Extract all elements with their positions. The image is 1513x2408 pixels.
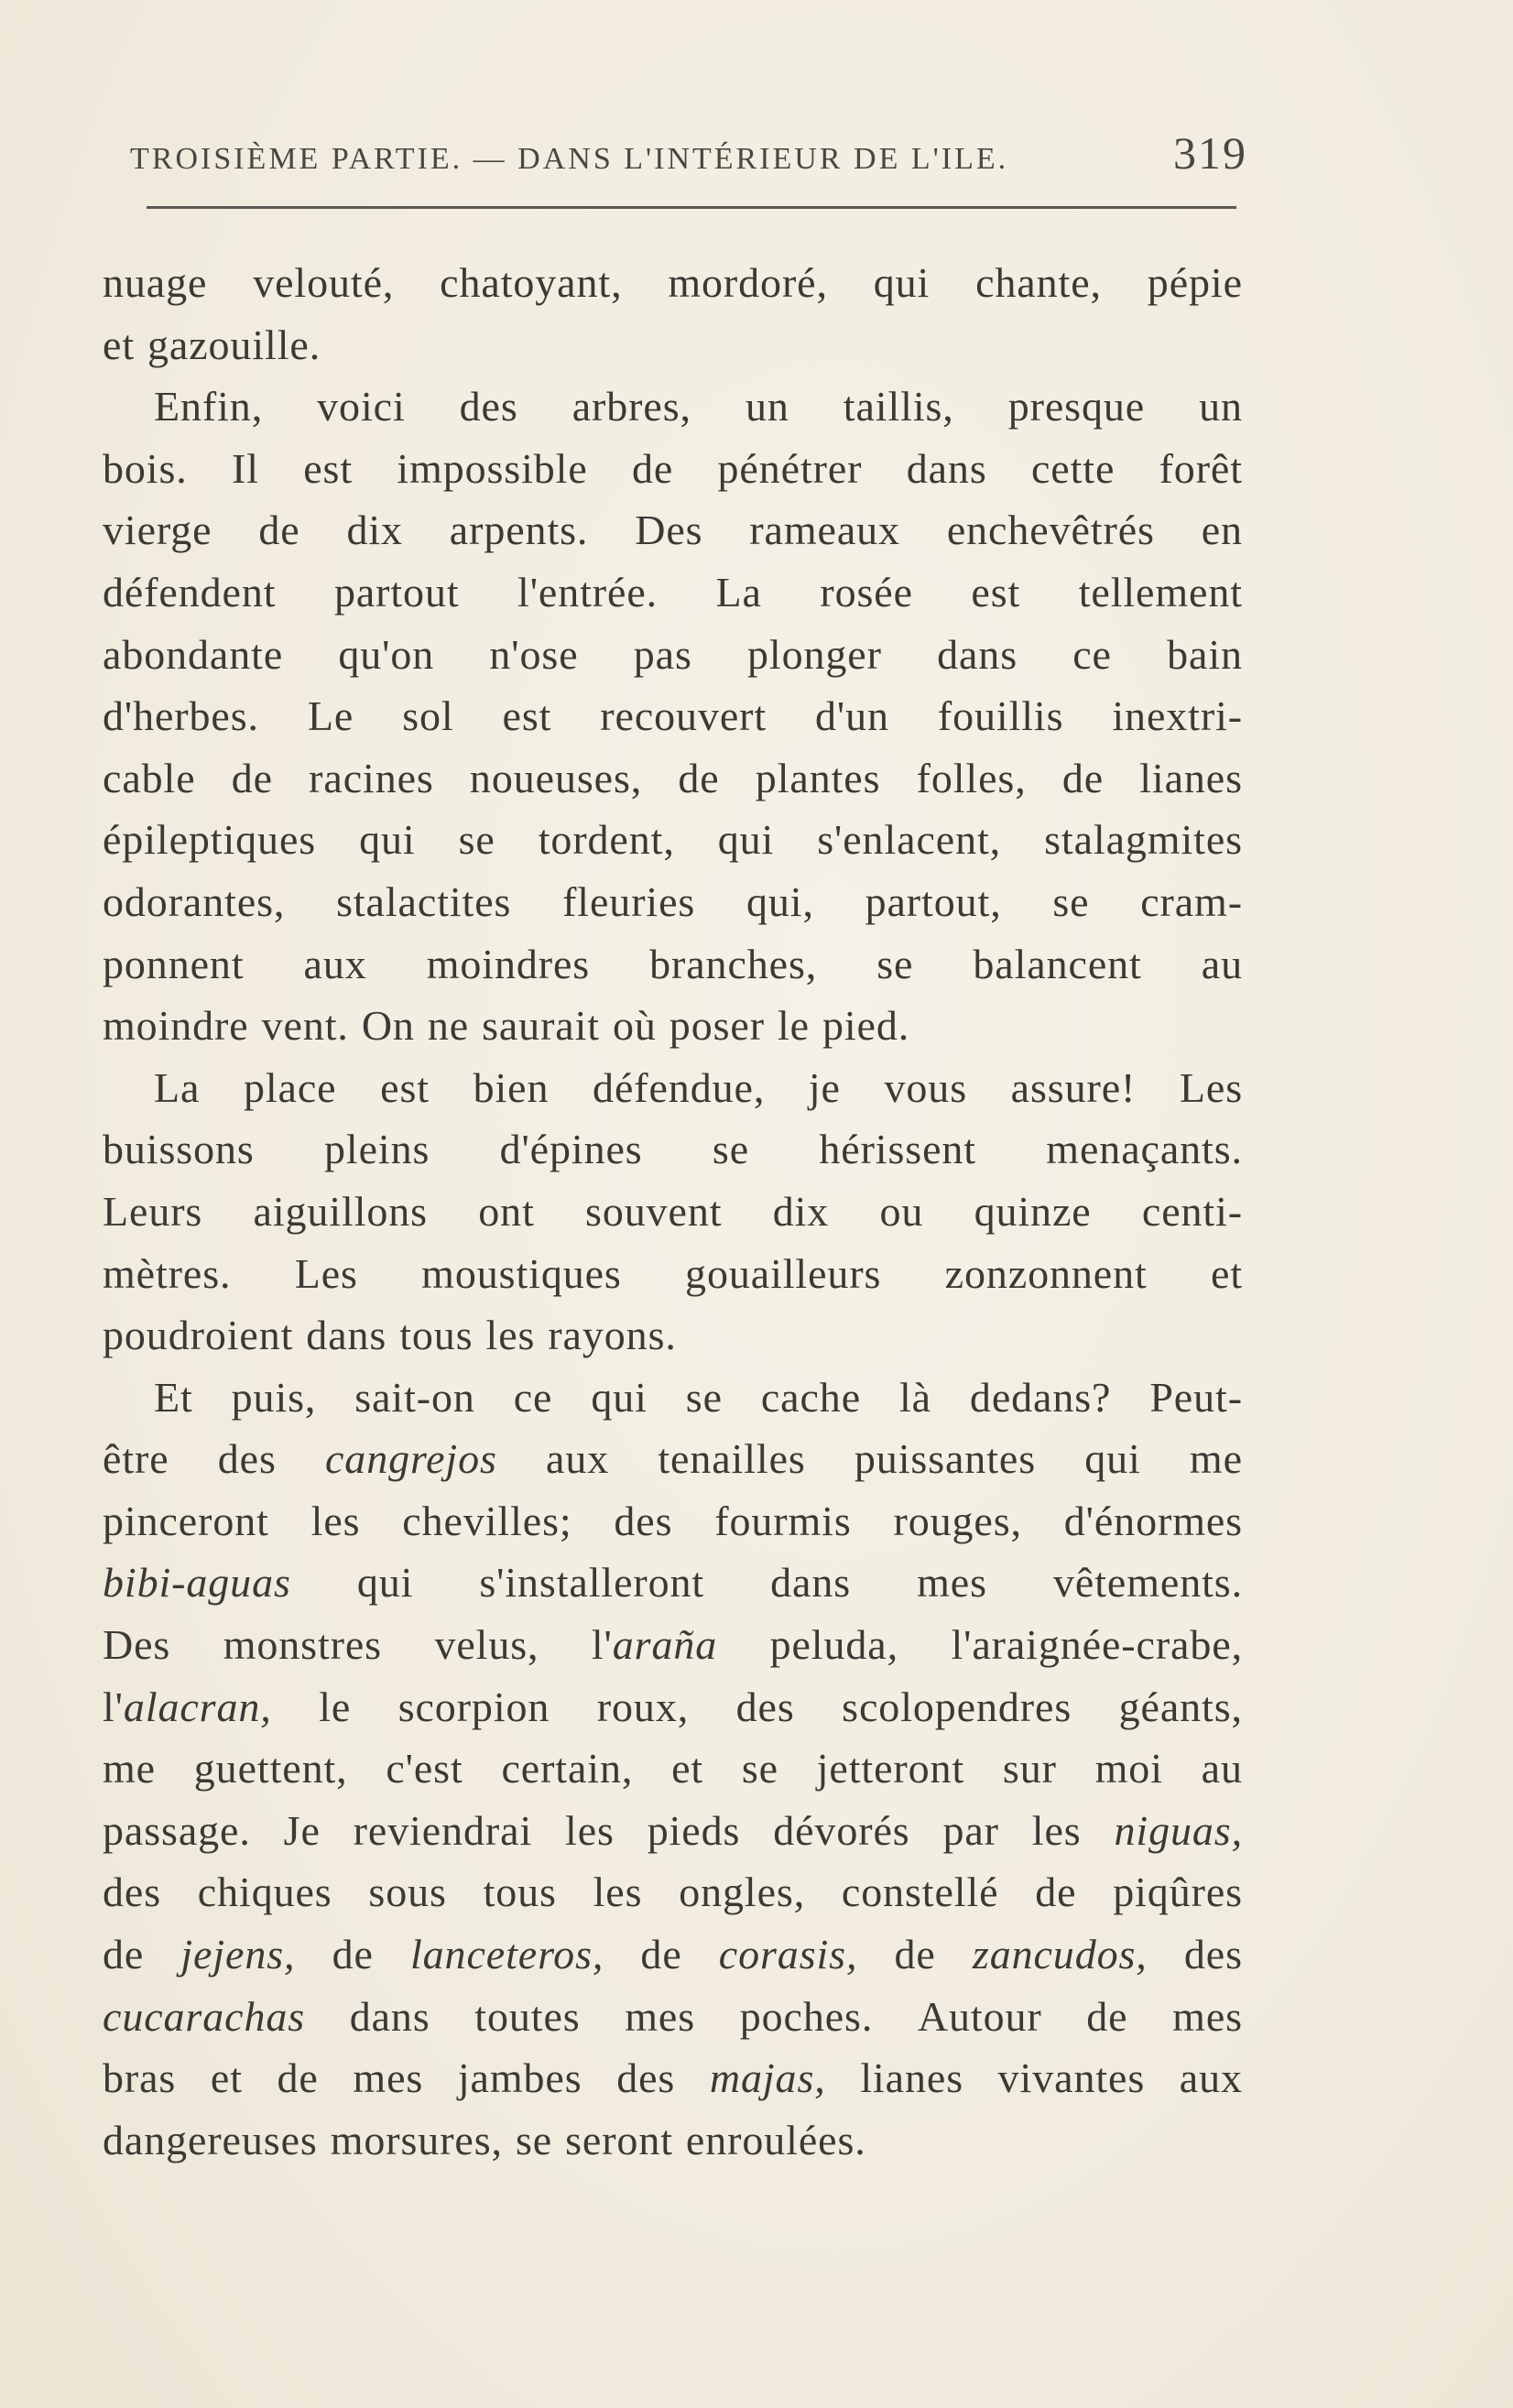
text-line [103,1304,1243,1367]
word: pas [633,630,692,678]
word: de [332,1931,374,1978]
text-line [103,499,1243,561]
word: n'ose [489,630,579,678]
word: morsures, [330,2116,503,2163]
word: est [303,444,354,492]
word: le [319,1683,352,1730]
word: des [614,1497,673,1544]
word: voici [317,383,406,430]
word: qui [356,1559,414,1607]
word: est [971,568,1021,616]
word: mes [353,2054,424,2102]
word: ce [1072,630,1112,678]
word: de [1061,754,1105,801]
word: moi [1094,1745,1163,1792]
word: se [685,1373,723,1421]
word: cram- [1140,877,1243,925]
word: dans [906,444,987,492]
word: des [459,383,518,430]
word: saurait [482,1002,600,1050]
word: je [808,1063,841,1111]
word: dans [770,1559,852,1607]
word: d'herbes. [103,692,259,740]
word: place [243,1063,337,1111]
word: gouailleurs [685,1249,882,1297]
word: lianes [860,2054,964,2102]
word: rouges, [893,1497,1022,1544]
word: Et [154,1373,193,1421]
word: enroulées. [685,2116,866,2163]
word: corasis, [718,1931,858,1978]
word: pied. [822,1002,910,1050]
word: s'enlacent, [817,816,1002,864]
word: mes [625,1992,696,2040]
word: inextri- [1112,692,1243,740]
word: presque [1007,383,1146,430]
word: rameaux [749,507,900,554]
word: niguas, [1114,1806,1243,1854]
word: majas, [709,2054,826,2102]
word: peluda, [769,1621,899,1669]
text-line [103,871,1243,933]
word: épileptiques [103,816,317,864]
text-line [103,1738,1243,1800]
word: des [103,1869,162,1916]
text-line [103,1986,1243,2048]
word: les [565,1806,615,1854]
word: aux [303,940,367,987]
word: ont [478,1187,535,1235]
text-line [103,995,1243,1057]
running-title: TROISIÈME PARTIE. — DANS L'INTÉRIEUR DE L'ILE. [130,142,1009,176]
word: vent. [261,1002,349,1050]
text-line [103,1428,1243,1490]
word: fouillis [937,692,1064,740]
text-line [103,1923,1243,1986]
word: qui [359,816,416,864]
word: un [1199,383,1243,430]
word: velus, [434,1621,539,1669]
word: puissantes [854,1435,1037,1483]
word: de [894,1931,936,1978]
word: lianes [1139,754,1243,801]
word: de [1035,1869,1077,1916]
word: scolopendres [842,1683,1072,1730]
word: partout [333,568,460,616]
word: dangereuses [103,2116,318,2163]
word: folles, [916,754,1027,801]
word: aux [1179,2054,1243,2102]
word: se [712,1126,750,1173]
word: et [210,2054,243,2102]
word: d'épines [499,1126,643,1173]
word: velouté, [253,259,395,306]
word: se [458,816,495,864]
word: bras [103,2054,177,2102]
word: vous [884,1063,968,1111]
word: mes [917,1559,987,1607]
word: gazouille. [147,321,321,368]
word: pénétrer [717,444,863,492]
word: d'un [815,692,889,740]
word: mes [1172,1992,1243,2040]
text-line [103,2047,1243,2109]
word: pinceront [103,1497,269,1544]
word: et [671,1745,704,1792]
word: mordoré, [668,259,828,306]
text-line [103,1367,1243,1429]
word: se [741,1745,778,1792]
word: l'araignée-crabe, [951,1621,1243,1669]
text-line [103,1057,1243,1119]
word: certain, [501,1745,634,1792]
word: Des [635,507,703,554]
word: chiques [197,1869,332,1916]
word: rosée [820,568,913,616]
word: et [1211,1249,1243,1297]
text-line [103,809,1243,871]
word: se [1052,877,1090,925]
word: dix [346,507,403,554]
word: des [1183,1931,1243,1978]
word: poudroient [103,1312,294,1359]
word: plantes [755,754,881,801]
word: zancudos, [972,1931,1148,1978]
paragraph [103,252,1243,376]
word: se [515,2116,553,2163]
word: guettent, [193,1745,348,1792]
word: noueuses, [469,754,643,801]
word: dans [306,1312,387,1359]
word: jejens, [180,1931,296,1978]
word: sol [402,692,454,740]
word: jetteront [816,1745,965,1792]
word: qui, [746,877,814,925]
word: c'est [386,1745,463,1792]
word: qui [1084,1435,1141,1483]
word: scorpion [397,1683,550,1730]
word: On [361,1002,415,1050]
word: menaçants. [1046,1126,1243,1173]
word: qui [591,1373,648,1421]
word: le [777,1002,810,1050]
word: de [632,444,674,492]
word: enchevêtrés [946,507,1155,554]
word: lanceteros, [409,1931,604,1978]
word: balancent [973,940,1142,987]
word: de [277,2054,319,2102]
word: poches. [739,1992,874,2040]
word: chante, [975,259,1102,306]
word: pleins [324,1126,430,1173]
word: l'entrée. [517,568,659,616]
word: buissons [103,1126,255,1173]
word: Je [283,1806,321,1854]
word: Autour [917,1992,1042,2040]
word: bois. [103,444,188,492]
text-line [103,624,1243,686]
word: vierge [103,507,212,554]
word: cucarachas [103,1992,306,2040]
text-line [103,1552,1243,1614]
word: vivantes [997,2054,1146,2102]
word: ce [513,1373,553,1421]
word: roux, [596,1683,690,1730]
word: me [103,1745,156,1792]
word: les [1031,1806,1082,1854]
word: seront [565,2116,673,2163]
word: fleuries [562,877,696,925]
word: Des [103,1621,171,1669]
word: tous [399,1312,473,1359]
word: des [616,2054,676,2102]
text-line [103,1614,1243,1676]
word: Enfin, [154,383,264,430]
word: tous [483,1869,557,1916]
word: pépie [1147,259,1243,306]
word: bibi-aguas [103,1559,291,1607]
word: en [1201,507,1243,554]
word: les [310,1497,361,1544]
word: de [231,754,273,801]
word: de [678,754,720,801]
word: qui [873,259,931,306]
text-line [103,1118,1243,1181]
word: s'installeront [479,1559,705,1607]
word: stalagmites [1044,816,1243,864]
word: cette [1030,444,1116,492]
word: arbres, [571,383,691,430]
word: ongles, [679,1869,806,1916]
page-number: 319 [1173,127,1247,179]
word: pieds [647,1806,741,1854]
header-rule [147,206,1236,209]
word: cangrejos [324,1435,497,1483]
word: souvent [585,1187,723,1235]
running-header [130,126,1247,180]
word: aiguillons [253,1187,428,1235]
word: se [876,940,914,987]
text-line [103,1181,1243,1243]
word: les [593,1869,643,1916]
text-line [103,1861,1243,1923]
text-line [103,376,1243,438]
word: forêt [1159,444,1243,492]
word: de [1086,1992,1128,2040]
word: jambes [457,2054,582,2102]
word: taillis, [843,383,954,430]
word: là [898,1373,931,1421]
word: Les [1179,1063,1243,1111]
word: constellé [841,1869,999,1916]
word: au [1201,940,1243,987]
word: de [103,1931,145,1978]
word: moindres [426,940,591,987]
word: chatoyant, [440,259,623,306]
word: géants, [1118,1683,1243,1730]
word: dedans? [969,1373,1112,1421]
word: fourmis [714,1497,852,1544]
word: par [942,1806,999,1854]
word: zonzonnent [944,1249,1148,1297]
word: poser [669,1002,765,1050]
text-line [103,252,1243,314]
paragraph [103,376,1243,1057]
word: cable [103,754,196,801]
word: passage. [103,1806,251,1854]
word: sous [368,1869,447,1916]
word: au [1201,1745,1243,1792]
word: branches, [649,940,818,987]
paragraph [103,1057,1243,1367]
word: où [612,1002,657,1050]
word: est [380,1063,430,1111]
word: ne [427,1002,470,1050]
text-line [103,2109,1243,2172]
word: impossible [397,444,588,492]
word: partout, [865,877,1002,925]
word: bain [1167,630,1243,678]
word: arpents. [449,507,589,554]
word: tenailles [658,1435,806,1483]
word: mètres. [103,1249,232,1297]
word: puis, [231,1373,317,1421]
word: dix [772,1187,830,1235]
word: Les [294,1249,358,1297]
word: nuage [103,259,208,306]
word: ou [879,1187,924,1235]
word: odorantes, [103,877,286,925]
word: ponnent [103,940,245,987]
word: d'énormes [1063,1497,1243,1544]
word: les [485,1312,536,1359]
text-line [103,1490,1243,1553]
word: La [715,568,762,616]
word: quinze [974,1187,1092,1235]
text-line [103,1800,1243,1862]
word: stalactites [336,877,512,925]
word: vêtements. [1052,1559,1243,1607]
word: rayons. [548,1312,677,1359]
word: bien [473,1063,550,1111]
text-line [103,314,1243,376]
word: des [735,1683,795,1730]
word: un [745,383,789,430]
word: aux [546,1435,610,1483]
text-line [103,1243,1243,1305]
word: cache [760,1373,862,1421]
text-line [103,561,1243,624]
word: dans [349,1992,430,2040]
word: dans [937,630,1018,678]
word: dévorés [773,1806,910,1854]
word: monstres [223,1621,382,1669]
word: qu'on [338,630,435,678]
word: l'araña [591,1621,718,1669]
word: défendue, [593,1063,766,1111]
word: recouvert [600,692,767,740]
word: chevilles; [402,1497,572,1544]
text-line [103,1676,1243,1738]
word: des [217,1435,277,1483]
word: Il [232,444,259,492]
word: est [502,692,552,740]
word: sait-on [354,1373,475,1421]
word: plonger [747,630,882,678]
word: de [258,507,300,554]
word: Leurs [103,1187,203,1235]
word: tellement [1078,568,1243,616]
word: qui [717,816,775,864]
word: toutes [474,1992,581,2040]
text-line [103,747,1243,810]
body-text [103,252,1243,2171]
word: piqûres [1113,1869,1243,1916]
word: tordent, [538,816,675,864]
word: reviendrai [353,1806,533,1854]
word: Le [307,692,354,740]
text-line [103,438,1243,500]
word: et [103,321,135,368]
word: La [154,1063,201,1111]
word: Peut- [1149,1373,1243,1421]
word: me [1189,1435,1243,1483]
text-line [103,685,1243,747]
word: hérissent [819,1126,976,1173]
paragraph [103,1367,1243,2172]
word: être [103,1435,169,1483]
word: défendent [103,568,277,616]
text-line [103,933,1243,996]
word: assure! [1010,1063,1137,1111]
word: l'alacran, [103,1683,272,1730]
word: abondante [103,630,284,678]
word: moindre [103,1002,249,1050]
word: sur [1002,1745,1057,1792]
word: moustiques [421,1249,622,1297]
word: centi- [1141,1187,1243,1235]
word: racines [309,754,434,801]
word: de [640,1931,682,1978]
